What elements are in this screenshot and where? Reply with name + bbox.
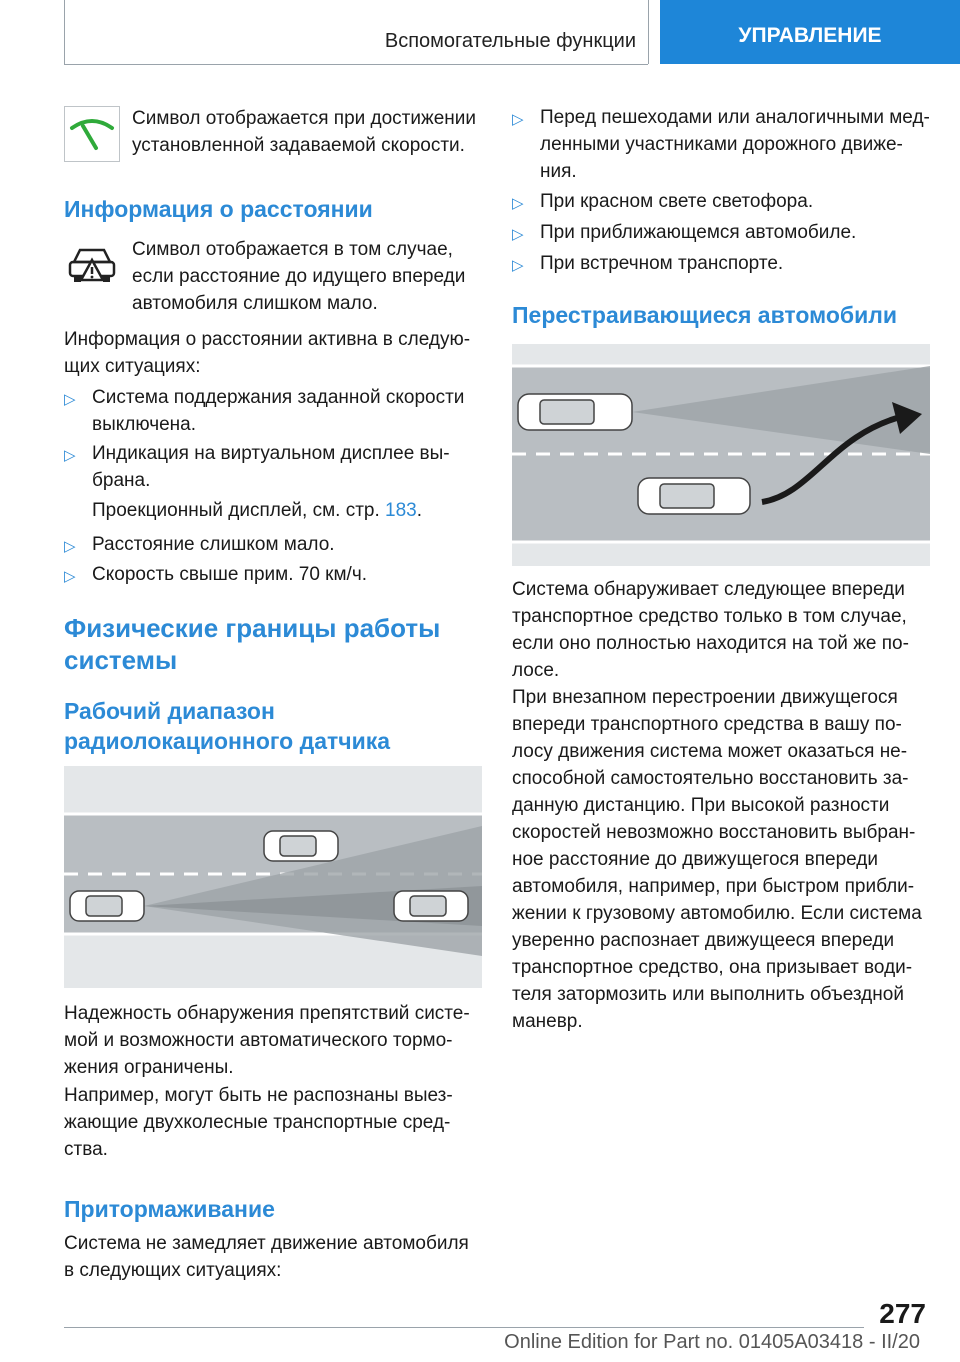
detect-text: Система обнаруживает следующее впереди транспортное средство только в том случае, если оно полностью находится на той же по- лосе. — [512, 579, 909, 681]
lane-change-illustration — [512, 344, 930, 566]
list-item: Расстояние слишком мало. — [92, 534, 335, 555]
radar-range-heading: Рабочий диапазон радиолокационного датчика — [64, 698, 391, 754]
list-item: При красном свете светофора. — [540, 191, 814, 212]
speed-symbol-text: Символ отображается при достижении установленной задаваемой скорости. — [132, 108, 476, 156]
ego-car — [70, 891, 144, 921]
braking-text: Система не замедляет движение автомобиля в следующих ситуациях: — [64, 1233, 469, 1281]
page-link[interactable]: 183 — [385, 500, 417, 521]
page-header — [0, 0, 960, 66]
radar-range-illustration — [64, 766, 482, 988]
speed-reached-symbol-icon — [64, 106, 120, 162]
distance-warning-car-icon — [64, 240, 120, 290]
lead-car — [264, 831, 338, 861]
list-item: Система поддержания заданной скорости выключена. — [92, 387, 465, 435]
bullet-arrow-icon: ▷ — [512, 257, 524, 274]
list-item: Перед пешеходами или аналогичными мед- ленными участниками дорожного движе- ния. — [540, 107, 930, 182]
list-item: Скорость свыше прим. 70 км/ч. — [92, 564, 367, 585]
header-divider-right — [648, 0, 649, 64]
bullet-arrow-icon: ▷ — [512, 111, 524, 128]
page-number: 277 — [879, 1298, 926, 1329]
bullet-arrow-icon: ▷ — [64, 568, 76, 585]
ego-car — [638, 478, 750, 514]
list-item: При встречном транспорте. — [540, 253, 784, 274]
distance-info-heading: Информация о расстоянии — [64, 196, 373, 222]
cutting-in-car — [518, 394, 632, 430]
braking-heading: Притормаживание — [64, 1196, 275, 1222]
header-divider-left — [64, 0, 65, 64]
distance-active-text: Информация о расстоянии активна в следую- щих ситуациях: — [64, 329, 471, 377]
list-item: Индикация на виртуальном дисплее вы- брана. — [92, 443, 450, 491]
distance-symbol-text: Символ отображается в том случае, если расстояние до идущего впереди автомобиля слишком мало. — [132, 239, 466, 314]
bullet-arrow-icon: ▷ — [64, 538, 76, 555]
cutin-text: При внезапном перестроении движущегося впереди транспортного средства в вашу по- лосу движения система может оказаться не- способной самостоятельно восстановить за- данную дистанцию. При высокой разности скоростей невозможно восстановить выбран- ное расстояние до движущегося впереди автомобиля, например, при быстром прибли- жении к грузовому автомобилю. Если система уверенно распознает движущееся впереди транспортное средство, она призывает води- теля затормозить или выполнить объездной маневр. — [512, 687, 922, 1032]
lane-change-heading: Перестраивающиеся автомобили — [512, 302, 897, 328]
reliability-text: Надежность обнаружения препятствий систе- мой и возможности автоматического тормо- жения ограничены. — [64, 1003, 470, 1078]
other-car — [394, 891, 468, 921]
bullet-arrow-icon: ▷ — [512, 195, 524, 212]
hud-reference: Проекционный дисплей, см. стр. 183. — [92, 500, 423, 521]
section-title: Вспомогательные функции — [384, 30, 636, 52]
physical-limits-heading: Физические границы работы системы — [64, 613, 441, 675]
bullet-arrow-icon: ▷ — [64, 447, 76, 464]
header-divider-bottom — [64, 64, 648, 65]
edition-text: Online Edition for Part no. 01405A03418 - II/20 — [504, 1331, 920, 1353]
list-item: При приближающемся автомобиле. — [540, 222, 857, 243]
bullet-arrow-icon: ▷ — [64, 391, 76, 408]
example-text: Например, могут быть не распознаны выез- жающие двухколесные транспортные сред- ства. — [64, 1085, 453, 1160]
footer-divider — [64, 1327, 864, 1328]
bullet-arrow-icon: ▷ — [512, 226, 524, 243]
chapter-tab[interactable]: УПРАВЛЕНИЕ — [660, 0, 960, 64]
